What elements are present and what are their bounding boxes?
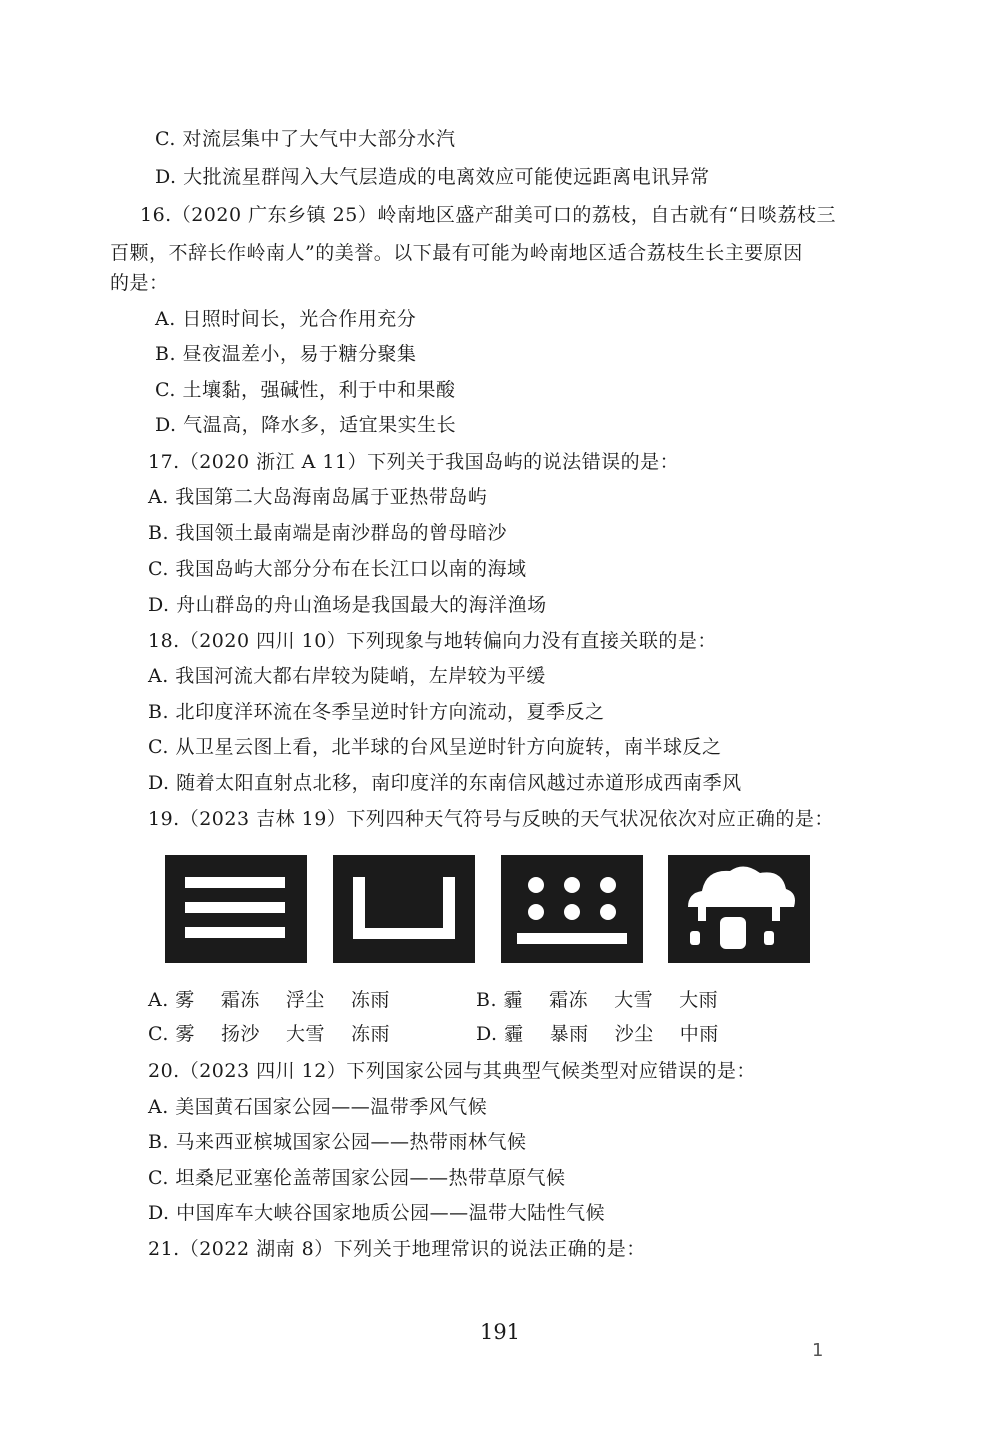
question-17-option-b: B. 我国领土最南端是南沙群岛的曾母暗沙 [148, 522, 508, 544]
rain-symbol-icon [668, 855, 810, 963]
fog-symbol-icon [165, 855, 307, 963]
question-16-stem-line1: 16.（2020 广东乡镇 25）岭南地区盛产甜美可口的荔枝，自古就有“日啖荔枝三 [140, 204, 837, 226]
question-19-option-a: A. 雾 霜冻 浮尘 冻雨 [148, 989, 390, 1011]
question-19-option-c: C. 雾 扬沙 大雪 冻雨 [148, 1023, 391, 1045]
question-15-option-c: C. 对流层集中了大气中大部分水汽 [155, 128, 456, 150]
question-16-option-b: B. 昼夜温差小，易于糖分聚集 [155, 343, 417, 365]
question-16-stem-line2: 百颗，不辞长作岭南人”的美誉。以下最有可能为岭南地区适合荔枝生长主要原因 [110, 242, 803, 264]
question-19-stem: 19.（2023 吉林 19）下列四种天气符号与反映的天气状况依次对应正确的是： [148, 808, 834, 830]
weather-symbols-figure [165, 855, 810, 967]
question-16-stem-line3: 的是： [110, 272, 169, 294]
question-16-option-c: C. 土壤黏，强碱性，利于中和果酸 [155, 379, 456, 401]
question-20-option-a: A. 美国黄石国家公园——温带季风气候 [148, 1096, 488, 1118]
question-18-option-b: B. 北印度洋环流在冬季呈逆时针方向流动，夏季反之 [148, 701, 605, 723]
question-21-stem: 21.（2022 湖南 8）下列关于地理常识的说法正确的是： [148, 1238, 646, 1260]
page-number: 191 [479, 1320, 521, 1344]
question-15-option-d: D. 大批流星群闯入大气层造成的电离效应可能使远距离电讯异常 [155, 166, 710, 188]
question-17-stem: 17.（2020 浙江 A 11）下列关于我国岛屿的说法错误的是： [148, 451, 680, 473]
question-17-option-a: A. 我国第二大岛海南岛属于亚热带岛屿 [148, 486, 488, 508]
question-20-option-b: B. 马来西亚槟城国家公园——热带雨林气候 [148, 1131, 527, 1153]
question-19-option-d: D. 霾 暴雨 沙尘 中雨 [476, 1023, 719, 1045]
question-20-option-c: C. 坦桑尼亚塞伦盖蒂国家公园——热带草原气候 [148, 1167, 566, 1189]
question-18-option-d: D. 随着太阳直射点北移，南印度洋的东南信风越过赤道形成西南季风 [148, 772, 742, 794]
frost-symbol-icon [333, 855, 475, 963]
question-20-stem: 20.（2023 四川 12）下列国家公园与其典型气候类型对应错误的是： [148, 1060, 756, 1082]
question-16-option-a: A. 日照时间长，光合作用充分 [155, 308, 417, 330]
question-18-option-c: C. 从卫星云图上看，北半球的台风呈逆时针方向旋转，南半球反之 [148, 736, 722, 758]
question-19-option-b: B. 霾 霜冻 大雪 大雨 [476, 989, 719, 1011]
snow-symbol-icon [501, 855, 643, 963]
question-18-stem: 18.（2020 四川 10）下列现象与地转偏向力没有直接关联的是： [148, 630, 717, 652]
question-17-option-d: D. 舟山群岛的舟山渔场是我国最大的海洋渔场 [148, 594, 547, 616]
page-corner-mark: 1 [812, 1340, 824, 1361]
question-20-option-d: D. 中国库车大峡谷国家地质公园——温带大陆性气候 [148, 1202, 606, 1224]
question-17-option-c: C. 我国岛屿大部分分布在长江口以南的海域 [148, 558, 527, 580]
question-16-option-d: D. 气温高，降水多，适宜果实生长 [155, 414, 457, 436]
question-18-option-a: A. 我国河流大都右岸较为陡峭，左岸较为平缓 [148, 665, 546, 687]
